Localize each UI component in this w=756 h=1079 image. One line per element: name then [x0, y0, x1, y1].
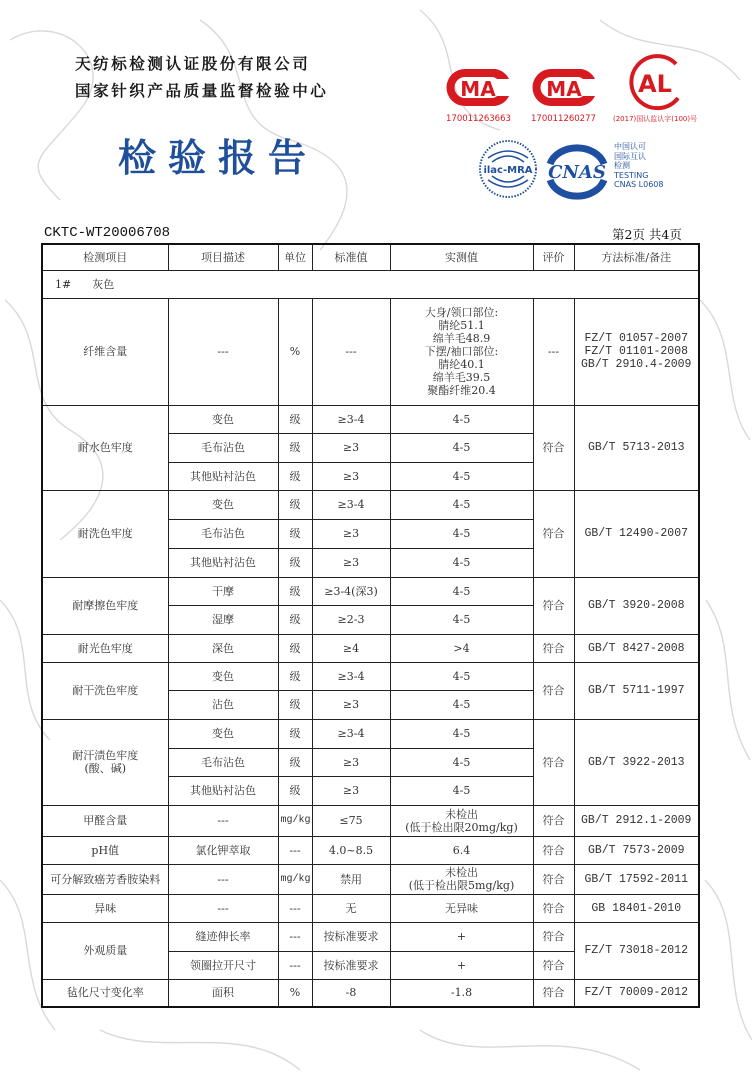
measured-value: 4-5	[390, 519, 533, 548]
measured-line: 腈纶51.1	[438, 319, 485, 332]
column-header: 检测项目	[42, 244, 168, 270]
method-standard: GB/T 7573-2009	[574, 836, 699, 864]
measured-line: 聚酯纤维20.4	[427, 384, 496, 397]
item-description: ---	[168, 894, 278, 922]
measured-value: 4-5	[390, 719, 533, 748]
method-standard	[574, 298, 699, 405]
measured-value	[390, 805, 533, 836]
test-item-line: 耐汗渍色牢度	[72, 749, 139, 762]
standard-value: ≥3	[312, 690, 390, 719]
evaluation: 符合	[533, 490, 574, 577]
standard-value: 无	[312, 894, 390, 922]
unit: 级	[278, 634, 312, 662]
standard-value: ≥3	[312, 462, 390, 490]
standard-value: ≥3-4(深3)	[312, 577, 390, 605]
cma-mark: MA	[546, 77, 582, 101]
table-row	[42, 805, 699, 836]
unit: 级	[278, 433, 312, 462]
evaluation: 符合	[533, 951, 574, 979]
unit: 级	[278, 548, 312, 577]
test-results-table	[41, 243, 700, 1008]
method-line: GB/T 2910.4-2009	[581, 358, 692, 371]
measured-line: (低于检出限20mg/kg)	[405, 820, 518, 834]
measured-value: 4-5	[390, 577, 533, 605]
ilac-mra-logo-icon	[478, 138, 538, 200]
measured-value: 6.4	[390, 836, 533, 864]
standard-value: ≥3	[312, 748, 390, 776]
test-item: 耐水色牢度	[42, 405, 168, 490]
method-standard: GB/T 3922-2013	[574, 719, 699, 805]
item-description: 氯化钾萃取	[168, 836, 278, 864]
item-description: 领圈拉开尺寸	[168, 951, 278, 979]
evaluation: 符合	[533, 405, 574, 490]
measured-line: 未检出	[445, 866, 478, 879]
evaluation: 符合	[533, 805, 574, 836]
cnas-line: TESTING	[614, 170, 649, 180]
measured-value: -1.8	[390, 979, 533, 1007]
test-item: pH值	[42, 836, 168, 864]
measured-value: +	[390, 951, 533, 979]
item-description: 其他贴衬沾色	[168, 462, 278, 490]
method-standard: GB/T 5713-2013	[574, 405, 699, 490]
test-item	[42, 719, 168, 805]
test-item: 耐干洗色牢度	[42, 662, 168, 719]
measured-value: 4-5	[390, 462, 533, 490]
evaluation: 符合	[533, 894, 574, 922]
table-row	[42, 634, 699, 662]
item-description: 湿摩	[168, 605, 278, 634]
measured-value: 4-5	[390, 548, 533, 577]
table-row	[42, 836, 699, 864]
evaluation: 符合	[533, 864, 574, 894]
evaluation: 符合	[533, 836, 574, 864]
method-standard: GB/T 2912.1-2009	[574, 805, 699, 836]
standard-value: 按标准要求	[312, 922, 390, 951]
cnas-line: 国际互认	[614, 151, 646, 161]
standard-value: ---	[312, 298, 390, 405]
method-standard: FZ/T 70009-2012	[574, 979, 699, 1007]
item-description: 缝迹伸长率	[168, 922, 278, 951]
measured-value: 无异味	[390, 894, 533, 922]
measured-line: 未检出	[445, 807, 478, 821]
unit: 级	[278, 690, 312, 719]
standard-value: ≥2-3	[312, 605, 390, 634]
cal-number: (2017)国认监认字(100)号	[613, 115, 698, 123]
cnas-line: 检测	[614, 161, 630, 171]
column-header: 项目描述	[168, 244, 278, 270]
evaluation: 符合	[533, 662, 574, 719]
measured-value: 4-5	[390, 776, 533, 805]
unit: 级	[278, 490, 312, 519]
test-item: 甲醛含量	[42, 805, 168, 836]
unit: 级	[278, 405, 312, 433]
measured-line: (低于检出限5mg/kg)	[408, 879, 515, 892]
standard-value: ≥3	[312, 548, 390, 577]
test-item: 外观质量	[42, 922, 168, 979]
method-standard: GB 18401-2010	[574, 894, 699, 922]
unit: 级	[278, 748, 312, 776]
standard-value: ≤75	[312, 805, 390, 836]
measured-value	[390, 298, 533, 405]
standard-value: 禁用	[312, 864, 390, 894]
table-row	[42, 662, 699, 690]
table-row	[42, 864, 699, 894]
method-standard: FZ/T 73018-2012	[574, 922, 699, 979]
cal-mark: AL	[638, 70, 672, 98]
column-header: 单位	[278, 244, 312, 270]
item-description: 变色	[168, 662, 278, 690]
evaluation: 符合	[533, 979, 574, 1007]
unit: 级	[278, 462, 312, 490]
test-item: 耐光色牢度	[42, 634, 168, 662]
measured-line: 绵羊毛48.9	[432, 332, 491, 345]
method-standard: GB/T 5711-1997	[574, 662, 699, 719]
standard-value: ≥3	[312, 776, 390, 805]
evaluation: ---	[533, 298, 574, 405]
standard-value: ≥4	[312, 634, 390, 662]
sample-row	[42, 270, 699, 298]
standard-value: ≥3-4	[312, 405, 390, 433]
measured-value: 4-5	[390, 605, 533, 634]
sample-info	[42, 270, 699, 298]
measured-value: 4-5	[390, 690, 533, 719]
item-description: 毛布沾色	[168, 748, 278, 776]
standard-value: ≥3-4	[312, 719, 390, 748]
item-description: 深色	[168, 634, 278, 662]
unit: 级	[278, 662, 312, 690]
table-row	[42, 405, 699, 433]
column-header: 评价	[533, 244, 574, 270]
unit: 级	[278, 776, 312, 805]
measured-value	[390, 864, 533, 894]
item-description: ---	[168, 864, 278, 894]
report-title: 检验报告	[118, 135, 319, 180]
method-line: FZ/T 01057-2007	[584, 332, 689, 345]
column-header: 标准值	[312, 244, 390, 270]
test-item: 耐摩擦色牢度	[42, 577, 168, 634]
item-description: 面积	[168, 979, 278, 1007]
table-row	[42, 298, 699, 405]
standard-value: ≥3-4	[312, 662, 390, 690]
page-indicator: 第2页 共4页	[612, 227, 682, 242]
unit: ---	[278, 836, 312, 864]
cma-number-2: 170011260277	[531, 114, 596, 124]
measured-value: 4-5	[390, 490, 533, 519]
method-standard: GB/T 12490-2007	[574, 490, 699, 577]
item-description: 沾色	[168, 690, 278, 719]
measured-value: 4-5	[390, 662, 533, 690]
method-standard: GB/T 3920-2008	[574, 577, 699, 634]
table-row	[42, 719, 699, 748]
method-standard: GB/T 8427-2008	[574, 634, 699, 662]
table-row	[42, 490, 699, 519]
standard-value: ≥3	[312, 433, 390, 462]
measured-value: >4	[390, 634, 533, 662]
measured-value: +	[390, 922, 533, 951]
unit: ---	[278, 894, 312, 922]
test-item-line: (酸、碱)	[84, 762, 127, 775]
unit: 级	[278, 605, 312, 634]
test-item: 耐洗色牢度	[42, 490, 168, 577]
cnas-line: CNAS L0608	[614, 180, 664, 190]
table-row	[42, 894, 699, 922]
cma-logo-icon	[529, 65, 599, 110]
item-description: 变色	[168, 405, 278, 433]
sample-color: 灰色	[92, 277, 115, 291]
test-item: 毡化尺寸变化率	[42, 979, 168, 1007]
cnas-accreditation-text	[614, 142, 663, 190]
evaluation: 符合	[533, 577, 574, 634]
measured-line: 绵羊毛39.5	[432, 371, 491, 384]
item-description: ---	[168, 805, 278, 836]
ilac-mark: ilac-MRA	[483, 165, 533, 176]
standard-value: 按标准要求	[312, 951, 390, 979]
item-description: ---	[168, 298, 278, 405]
table-row	[42, 922, 699, 951]
item-description: 干摩	[168, 577, 278, 605]
method-line: FZ/T 01101-2008	[584, 345, 689, 358]
evaluation: 符合	[533, 634, 574, 662]
standard-value: -8	[312, 979, 390, 1007]
cma-logo-icon	[443, 65, 513, 110]
report-number: CKTC-WT20006708	[44, 225, 171, 241]
test-item: 异味	[42, 894, 168, 922]
cnas-mark: CNAS	[548, 162, 606, 183]
item-description: 其他贴衬沾色	[168, 548, 278, 577]
table-header-row	[42, 244, 699, 270]
cma-number-1: 170011263663	[446, 114, 511, 124]
unit: %	[278, 298, 312, 405]
cal-logo-icon	[624, 52, 688, 112]
item-description: 变色	[168, 719, 278, 748]
item-description: 毛布沾色	[168, 433, 278, 462]
sample-id: 1#	[55, 277, 72, 291]
measured-line: 腈纶40.1	[438, 358, 485, 371]
measured-line: 下摆/袖口部位:	[424, 345, 499, 358]
item-description: 其他贴衬沾色	[168, 776, 278, 805]
unit: %	[278, 979, 312, 1007]
measured-line: 大身/领口部位:	[424, 306, 499, 319]
method-standard: GB/T 17592-2011	[574, 864, 699, 894]
organization-center-name: 国家针织产品质量监督检验中心	[75, 82, 329, 100]
unit: mg/kg	[278, 805, 312, 836]
measured-value: 4-5	[390, 748, 533, 776]
unit: 级	[278, 719, 312, 748]
standard-value: ≥3	[312, 519, 390, 548]
item-description: 变色	[168, 490, 278, 519]
measured-value: 4-5	[390, 433, 533, 462]
table-row	[42, 979, 699, 1007]
table-row	[42, 577, 699, 605]
test-item: 纤维含量	[42, 298, 168, 405]
unit: 级	[278, 519, 312, 548]
cnas-line: 中国认可	[614, 142, 646, 151]
unit: mg/kg	[278, 864, 312, 894]
standard-value: ≥3-4	[312, 490, 390, 519]
column-header: 方法标准/备注	[574, 244, 699, 270]
evaluation: 符合	[533, 922, 574, 951]
cnas-logo-icon	[542, 142, 612, 200]
unit: ---	[278, 922, 312, 951]
test-item: 可分解致癌芳香胺染料	[42, 864, 168, 894]
organization-name: 天纺标检测认证股份有限公司	[75, 55, 311, 73]
unit: ---	[278, 951, 312, 979]
column-header: 实测值	[390, 244, 533, 270]
unit: 级	[278, 577, 312, 605]
evaluation: 符合	[533, 719, 574, 805]
standard-value: 4.0~8.5	[312, 836, 390, 864]
item-description: 毛布沾色	[168, 519, 278, 548]
measured-value: 4-5	[390, 405, 533, 433]
cma-mark: MA	[460, 77, 496, 101]
